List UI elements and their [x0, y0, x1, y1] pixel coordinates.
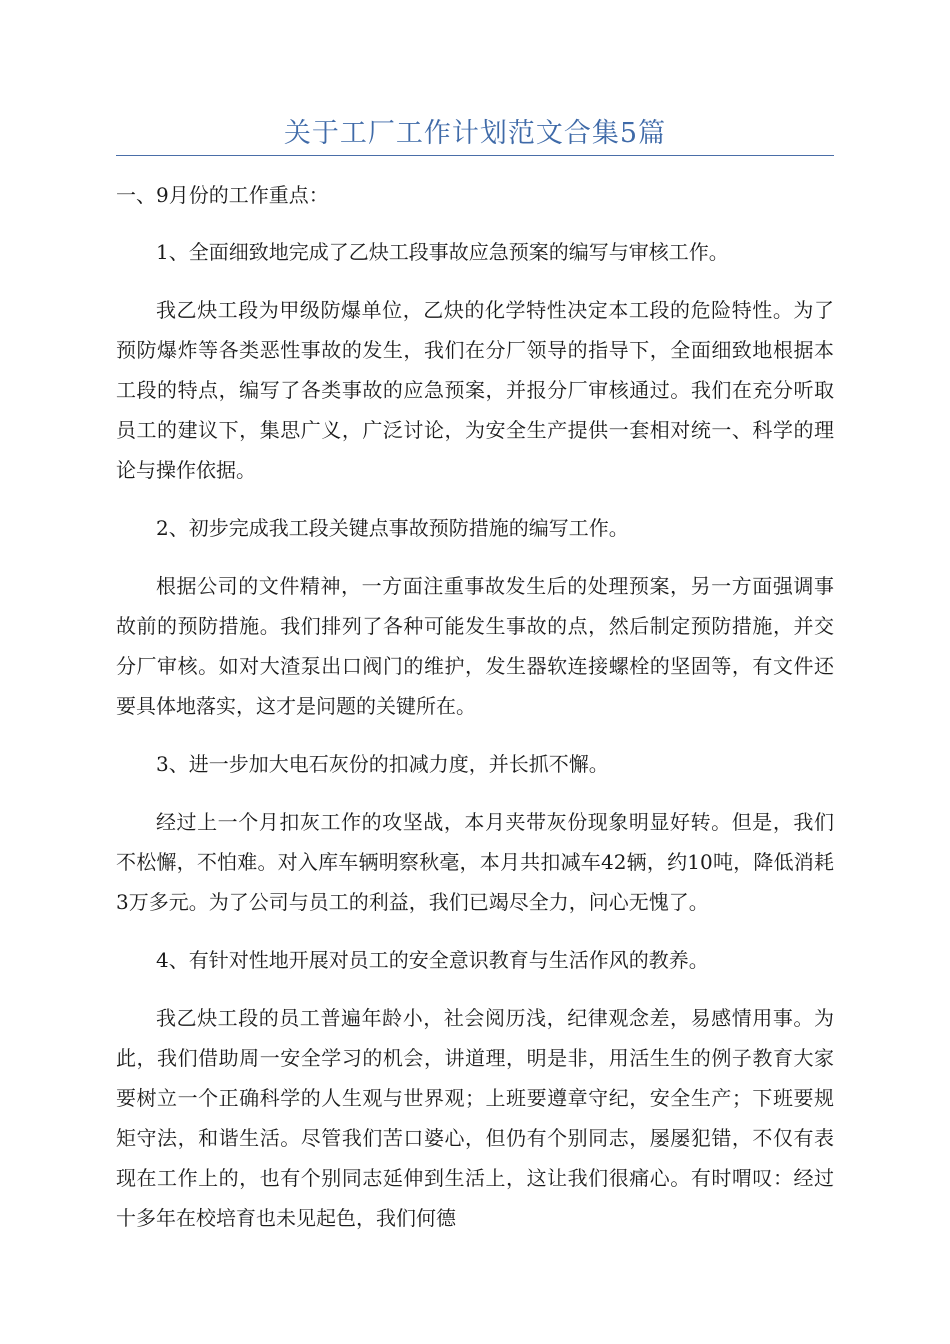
item-heading-4: 4、有针对性地开展对员工的安全意识教育与生活作风的教养。	[156, 948, 709, 972]
item-body-1: 我乙炔工段为甲级防爆单位，乙炔的化学特性决定本工段的危险特性。为了预防爆炸等各类恶性事故的发生，我们在分厂领导的指导下，全面细致地根据本工段的特点，编写了各类事故的应急预案，并报分厂审核通过。我们在充分听取员工的建议下，集思广义，广泛讨论，为安全生产提供一套相对统一、科学的理论与操作依据。	[116, 298, 834, 482]
document-body	[116, 175, 834, 1238]
section-heading: 一、9月份的工作重点：	[116, 183, 329, 207]
item-body-2: 根据公司的文件精神，一方面注重事故发生后的处理预案，另一方面强调事故前的预防措施。我们排列了各种可能发生事故的点，然后制定预防措施，并交分厂审核。如对大渣泵出口阀门的维护，发生器软连接螺栓的坚固等，有文件还要具体地落实，这才是问题的关键所在。	[116, 574, 834, 718]
item-heading-1: 1、全面细致地完成了乙炔工段事故应急预案的编写与审核工作。	[156, 240, 729, 264]
item-body-3: 经过上一个月扣灰工作的攻坚战，本月夹带灰份现象明显好转。但是，我们不松懈，不怕难。对入库车辆明察秋毫，本月共扣减车42辆，约10吨，降低消耗3万多元。为了公司与员工的利益，我们已竭尽全力，问心无愧了。	[116, 810, 834, 914]
document-page	[116, 0, 834, 1344]
title-divider	[116, 155, 834, 156]
document-title: 关于工厂工作计划范文合集5篇	[283, 118, 667, 149]
item-heading-2: 2、初步完成我工段关键点事故预防措施的编写工作。	[156, 516, 629, 540]
item-heading-3: 3、进一步加大电石灰份的扣减力度，并长抓不懈。	[156, 752, 609, 776]
item-body-4: 我乙炔工段的员工普遍年龄小，社会阅历浅，纪律观念差，易感情用事。为此，我们借助周一安全学习的机会，讲道理，明是非，用活生生的例子教育大家要树立一个正确科学的人生观与世界观；上班要遵章守纪，安全生产；下班要规矩守法，和谐生活。尽管我们苦口婆心，但仍有个别同志，屡屡犯错，不仅有表现在工作上的，也有个别同志延伸到生活上，这让我们很痛心。有时喟叹：经过十多年在校培育也未见起色，我们何德	[116, 1006, 834, 1230]
